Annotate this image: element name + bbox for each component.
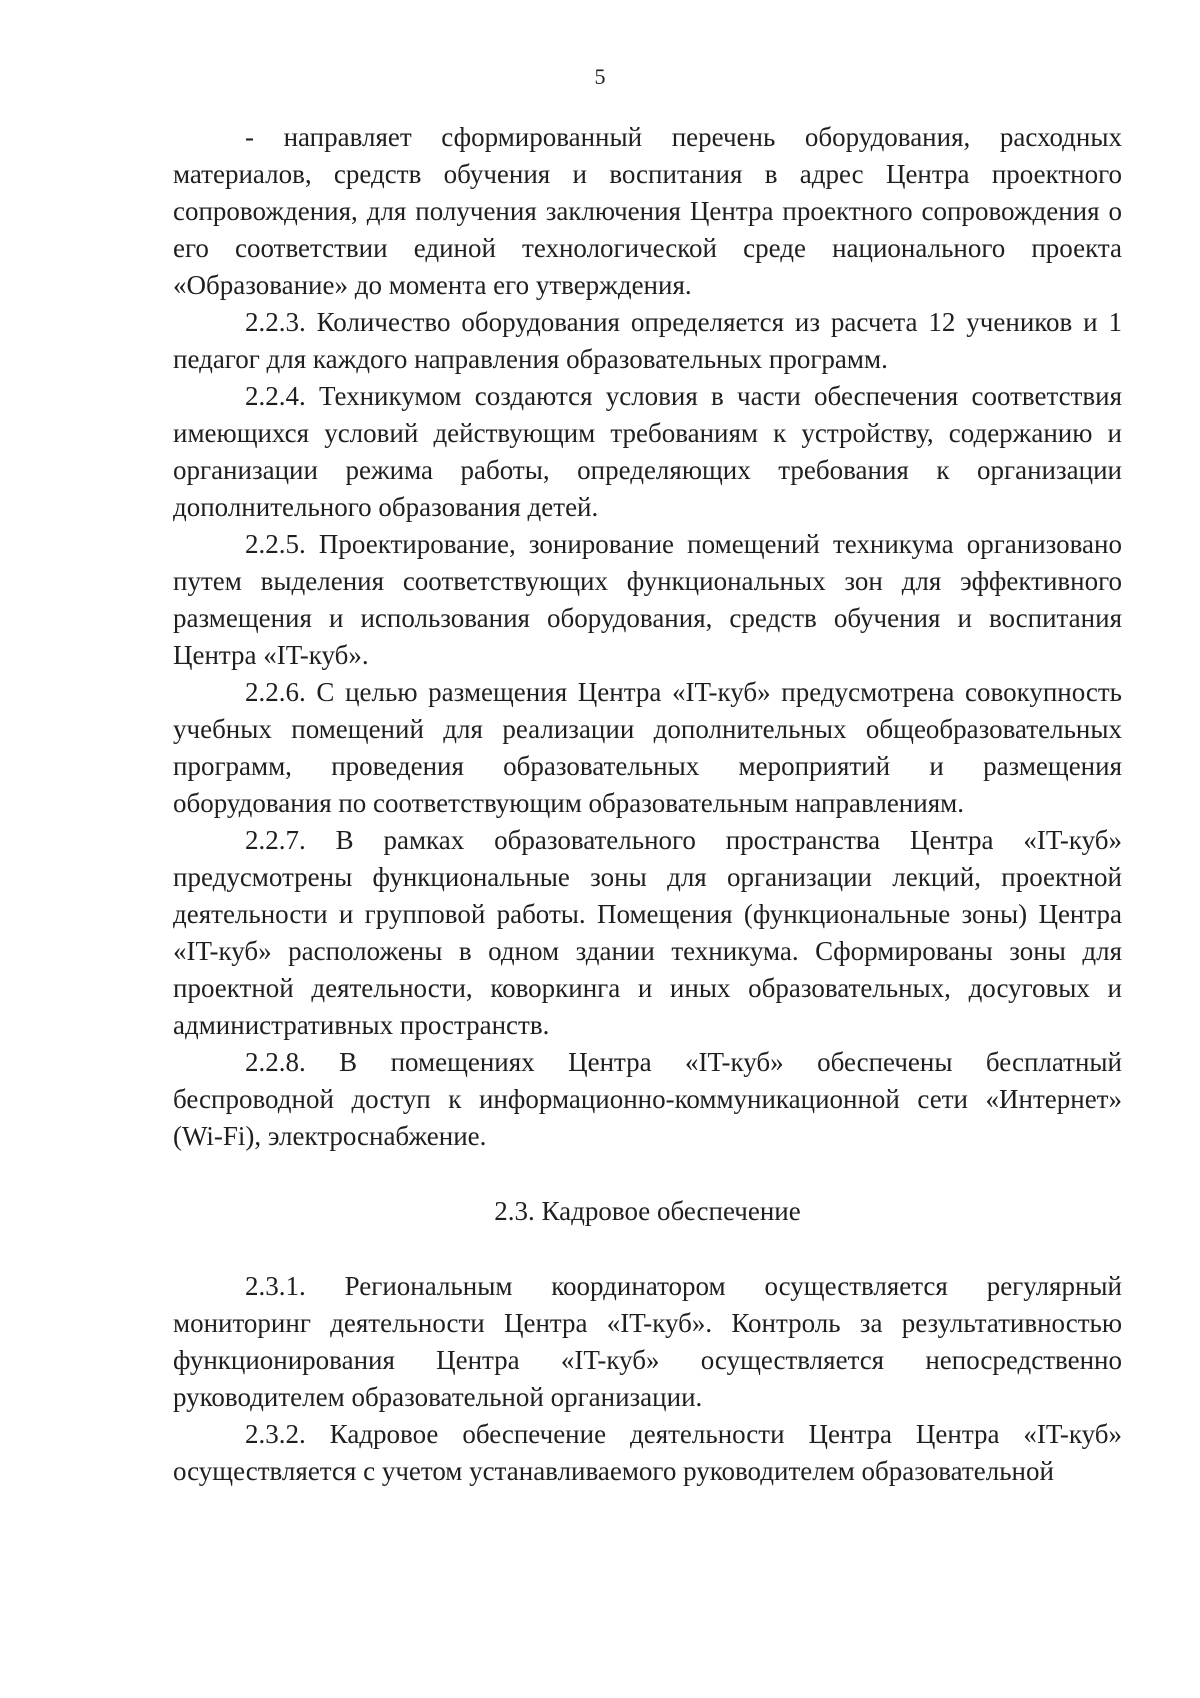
paragraph-2-2-4: 2.2.4. Техникумом создаются условия в части обеспечения соответствия имеющихся условий действующим требованиям к устройству, содержанию и организации режима работы, определяющих требования к организации дополнительного образования детей. [173, 381, 1122, 522]
paragraph-2-3-2: 2.3.2. Кадровое обеспечение деятельности Центра Центра «IT-куб» осуществляется с учетом устанавливаемого руководителем образовательной [173, 1419, 1122, 1486]
paragraph-2-2-7: 2.2.7. В рамках образовательного пространства Центра «IT-куб» предусмотрены функциональные зоны для организации лекций, проектной деятельности и групповой работы. Помещения (функциональные зоны) Центра «IT-куб» расположены в одном здании техникума. Сформированы зоны для проектной деятельности, коворкинга и иных образовательных, досуговых и административных пространств. [173, 825, 1122, 1040]
paragraph-equipment-list: - направляет сформированный перечень оборудования, расходных материалов, средств обучения и воспитания в адрес Центра проектного сопровождения, для получения заключения Центра проектного сопровождения о его соответствии единой технологической среде национального проекта «Образование» до момента его утверждения. [173, 122, 1122, 300]
paragraph-2-2-5: 2.2.5. Проектирование, зонирование помещений техникума организовано путем выделения соответствующих функциональных зон для эффективного размещения и использования оборудования, средств обучения и воспитания Центра «IT-куб». [173, 529, 1122, 670]
document-body [173, 119, 1122, 1490]
page-number: 5 [594, 64, 606, 89]
paragraph-2-3-1: 2.3.1. Региональным координатором осуществляется регулярный мониторинг деятельности Центра «IT-куб». Контроль за результативностью функционирования Центра «IT-куб» осуществляется непосредственно руководителем образовательной организации. [173, 1271, 1122, 1412]
paragraph-2-2-6: 2.2.6. С целью размещения Центра «IT-куб» предусмотрена совокупность учебных помещений для реализации дополнительных общеобразовательных программ, проведения образовательных мероприятий и размещения оборудования по соответствующим образовательным направлениям. [173, 677, 1122, 818]
section-heading: 2.3. Кадровое обеспечение [494, 1196, 801, 1226]
paragraph-2-2-8: 2.2.8. В помещениях Центра «IT-куб» обеспечены бесплатный беспроводной доступ к информационно-коммуникационной сети «Интернет» (Wi-Fi), электроснабжение. [173, 1047, 1122, 1151]
paragraph-2-2-3: 2.2.3. Количество оборудования определяется из расчета 12 учеников и 1 педагог для каждого направления образовательных программ. [173, 307, 1122, 374]
